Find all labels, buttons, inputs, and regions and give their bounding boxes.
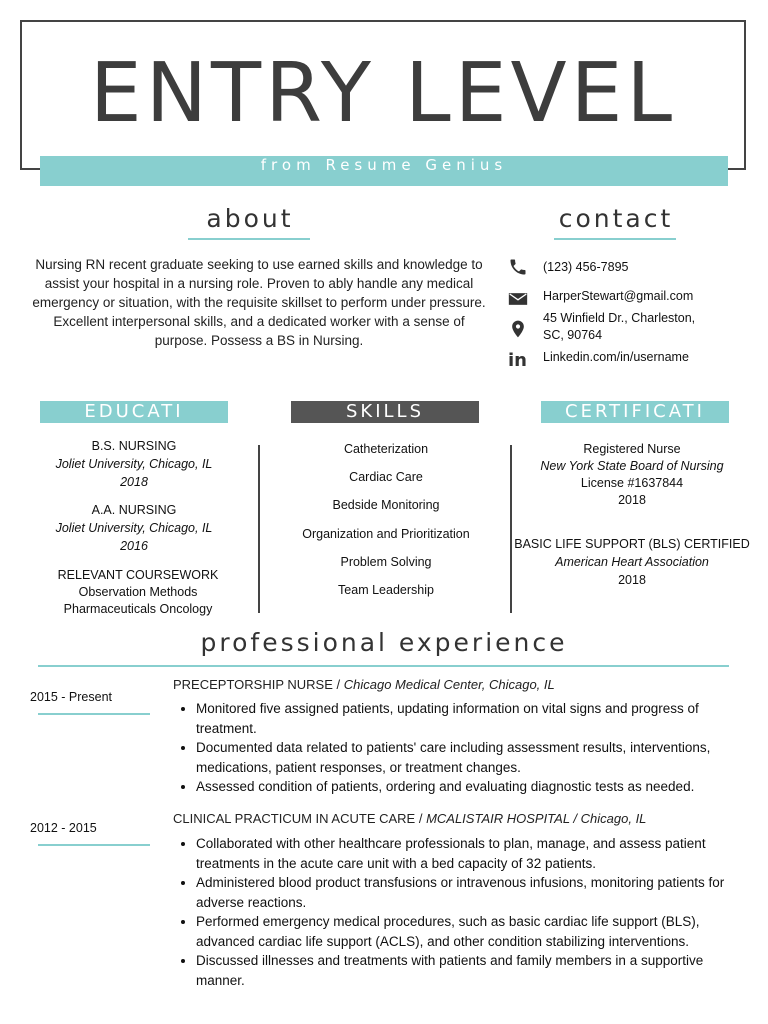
job-bullet: • Documented data related to patients' care including assessment results, interventions, medications, patient responses, or treatment changes. — [196, 738, 744, 777]
job-bullet: • Administered blood product transfusions or intravenous infusions, monitoring patients for adverse reactions. — [196, 873, 744, 912]
experience-heading: professional experience — [200, 628, 568, 657]
email-address: HarperStewart@gmail.com — [543, 289, 694, 303]
email-icon — [508, 290, 530, 312]
contact-address — [508, 310, 748, 346]
job-role: PRECEPTORSHIP NURSE / — [173, 677, 344, 692]
skill-item: Problem Solving — [340, 555, 432, 569]
education-heading: EDUCATI — [40, 401, 228, 423]
location-pin-icon — [508, 318, 530, 340]
coursework-title: RELEVANT COURSEWORK — [57, 568, 219, 582]
coursework-line: Observation Methods — [78, 585, 198, 599]
education-year: 2018 — [120, 475, 148, 489]
job-title — [173, 811, 646, 826]
resume-title: ENTRY LEVEL — [89, 46, 677, 141]
education-entry — [30, 501, 238, 555]
linkedin-icon: in — [508, 350, 527, 371]
contact-email — [508, 288, 748, 310]
job-dates: 2012 - 2015 — [30, 821, 97, 835]
job-bullets — [172, 699, 744, 797]
contact-phone — [508, 257, 748, 279]
skill-item: Bedside Monitoring — [332, 498, 440, 512]
address-line-2: SC, 90764 — [543, 328, 603, 342]
certification-issuer: New York State Board of Nursing — [540, 459, 724, 473]
job-organization: MCALISTAIR HOSPITAL / Chicago, IL — [426, 811, 647, 826]
address-line-1: 45 Winfield Dr., Charleston, — [543, 311, 696, 325]
job-bullet: • Discussed illnesses and treatments with patients and family members in a supportive manner. — [196, 951, 744, 990]
skill-item: Catheterization — [343, 442, 429, 456]
job-organization: Chicago Medical Center, Chicago, IL — [343, 677, 555, 692]
linkedin-url: Linkedin.com/in/username — [543, 350, 689, 364]
job-bullets — [172, 834, 744, 990]
education-entry — [30, 437, 238, 491]
job-date-underline — [38, 713, 150, 715]
job-title — [173, 677, 555, 692]
job-bullet: • Collaborated with other healthcare professionals to plan, manage, and assess patient treatments in the acute care unit with a bed capacity of 32 patients. — [196, 834, 744, 873]
phone-icon — [508, 257, 530, 279]
certification-license: License #1637844 — [580, 476, 684, 490]
coursework-line: Pharmaceuticals Oncology — [63, 602, 213, 616]
certification-year: 2018 — [618, 573, 646, 587]
job-dates: 2015 - Present — [30, 690, 112, 704]
certifications-heading: CERTIFICATI — [541, 401, 729, 423]
skill-item: Organization and Prioritization — [302, 527, 470, 541]
certification-title: BASIC LIFE SUPPORT (BLS) CERTIFIED — [514, 537, 750, 551]
job-bullet: • Monitored five assigned patients, updating information on vital signs and progress of treatment. — [196, 699, 744, 738]
skill-item: Cardiac Care — [349, 470, 423, 484]
job-role: CLINICAL PRACTICUM IN ACUTE CARE / — [173, 811, 427, 826]
education-year: 2016 — [120, 539, 148, 553]
education-degree: A.A. NURSING — [91, 503, 177, 517]
phone-number: (123) 456-7895 — [543, 260, 629, 274]
experience-underline — [38, 665, 729, 667]
column-divider-left — [258, 445, 260, 613]
education-degree: B.S. NURSING — [91, 439, 177, 453]
certification-year: 2018 — [618, 493, 646, 507]
skill-item: Team Leadership — [338, 583, 434, 597]
certification-title: Registered Nurse — [583, 442, 681, 456]
about-heading: about — [206, 204, 294, 233]
job-bullet: • Assessed condition of patients, ordering and evaluating diagnostic tests as needed. — [196, 777, 744, 797]
job-bullet: • Performed emergency medical procedures, such as basic cardiac life support (BLS), advanced cardiac life support (ACLS), and other condition stabilizing interventions. — [196, 912, 744, 951]
contact-underline — [554, 238, 676, 240]
education-school: Joliet University, Chicago, IL — [55, 457, 213, 471]
certification-entry — [520, 441, 744, 509]
certification-issuer: American Heart Association — [555, 555, 709, 569]
skills-heading: SKILLS — [291, 401, 479, 423]
certification-entry — [514, 535, 750, 589]
job-date-underline — [38, 844, 150, 846]
about-underline — [188, 238, 310, 240]
education-school: Joliet University, Chicago, IL — [55, 521, 213, 535]
subtitle: from Resume Genius — [260, 156, 508, 174]
contact-heading: contact — [558, 204, 674, 233]
column-divider-right — [510, 445, 512, 613]
about-text: Nursing RN recent graduate seeking to use earned skills and knowledge to assist your hospital in a nursing role. Proven to ably handle any medical emergency or situation, with the requisite skillset to perform under pressure. Excellent interpersonal skills, and a dedicated worker with a sense of purpose. Possess a BS in Nursing. — [32, 257, 486, 348]
contact-linkedin — [508, 349, 748, 371]
coursework-block — [30, 567, 246, 618]
